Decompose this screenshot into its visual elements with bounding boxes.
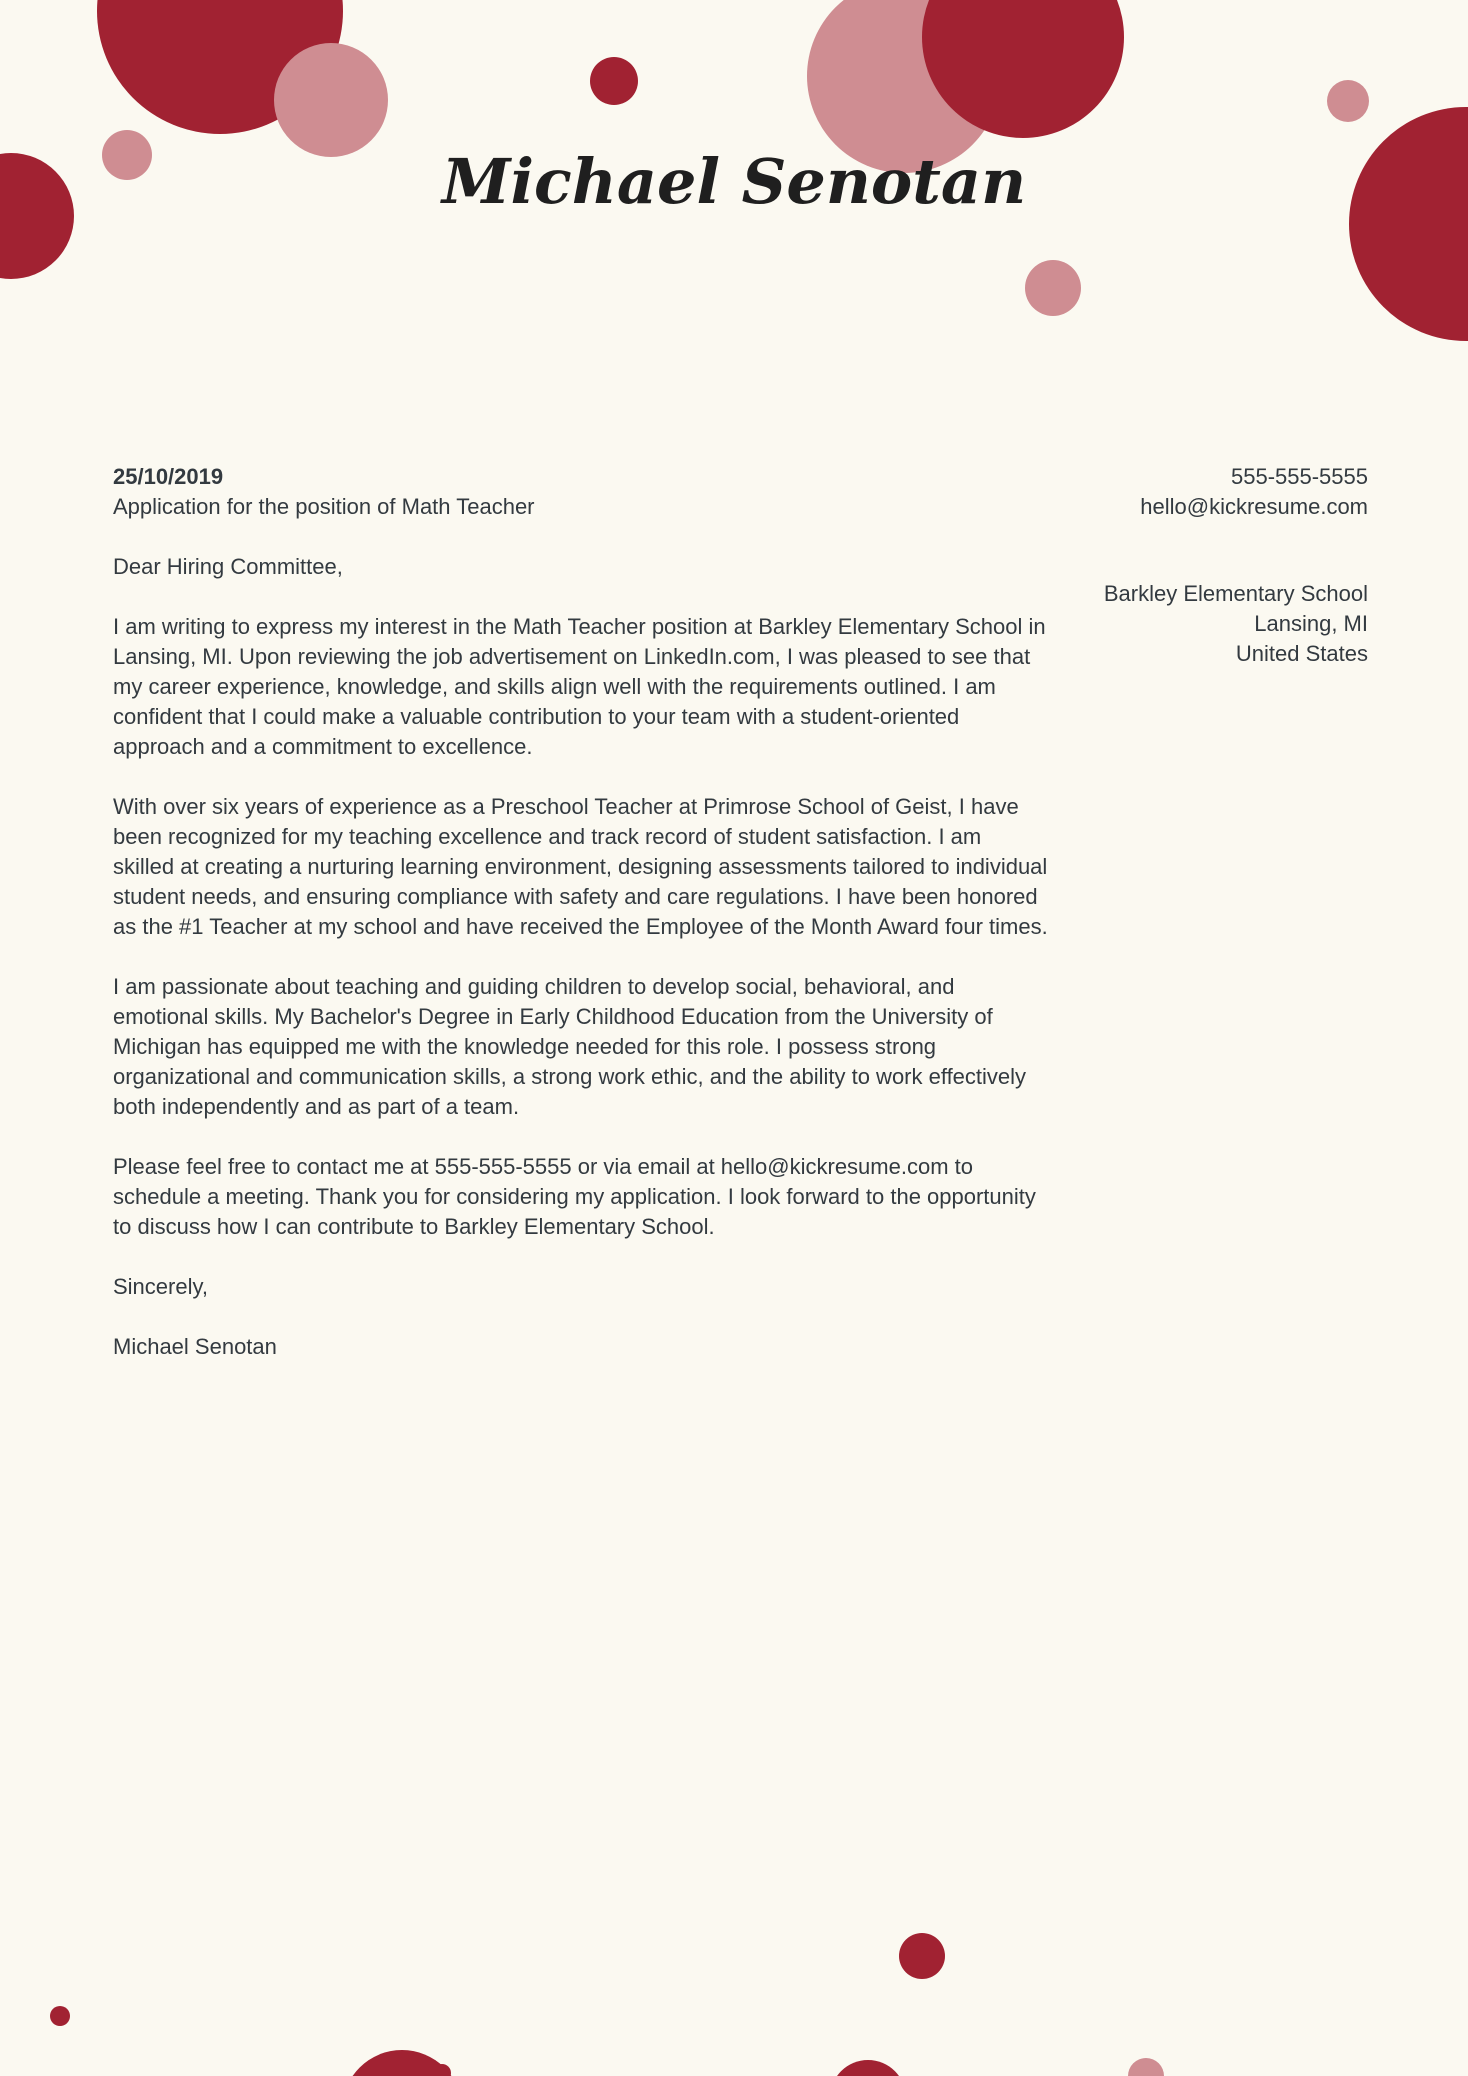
- recipient-city: Lansing, MI: [1254, 611, 1368, 636]
- letter-paragraph: With over six years of experience as a Preschool Teacher at Primrose School of Geist, I have been recognized for my teaching excellence and track record of student satisfaction. I am skilled at creating a nurturing learning environment, designing assessments tailored to individual student needs, and ensuring compliance with safety and care regulations. I have been honored as the #1 Teacher at my school and have received the Employee of the Month Award four times.: [113, 794, 1048, 939]
- letter-paragraph: Please feel free to contact me at 555-555-5555 or via email at hello@kickresume.com to schedule a meeting. Thank you for considering my application. I look forward to the opportunity to discuss how I can contribute to Barkley Elementary School.: [113, 1154, 1036, 1239]
- recipient-country: United States: [1235, 641, 1368, 666]
- decorative-circle: [1025, 260, 1081, 316]
- letter-subject: Application for the position of Math Teacher: [113, 494, 535, 519]
- decorative-circle: [899, 1933, 945, 1979]
- letter-salutation: Dear Hiring Committee,: [113, 554, 343, 579]
- decorative-circle: [342, 2050, 462, 2076]
- candidate-name-title: Michael Senotan: [441, 145, 1027, 218]
- decorative-circle: [590, 57, 638, 105]
- decorative-circle: [50, 2006, 70, 2026]
- contact-email: hello@kickresume.com: [1140, 494, 1368, 519]
- decorative-circle: [1128, 2058, 1164, 2076]
- letter-content: [113, 462, 1368, 1362]
- letter-signature: Michael Senotan: [113, 1334, 277, 1359]
- decorative-circle: [830, 2060, 906, 2076]
- contact-phone: 555-555-5555: [1230, 464, 1368, 489]
- letter-paragraph: I am passionate about teaching and guiding children to develop social, behavioral, and emotional skills. My Bachelor's Degree in Early Childhood Education from the University of Michigan has equipped me with the knowledge needed for this role. I possess strong organizational and communication skills, a strong work ethic, and the ability to work effectively both independently and as part of a team.: [113, 974, 1027, 1119]
- decorative-circle: [1349, 107, 1468, 341]
- decorative-circle: [274, 43, 388, 157]
- letter-body: [113, 462, 1048, 1362]
- recipient-organization: Barkley Elementary School: [1103, 581, 1368, 606]
- letter-date: 25/10/2019: [113, 464, 224, 489]
- letter-paragraph: I am writing to express my interest in the Math Teacher position at Barkley Elementary School in Lansing, MI. Upon reviewing the job advertisement on LinkedIn.com, I was pleased to see that my career experience, knowledge, and skills align well with the requirements outlined. I am confident that I could make a valuable contribution to your team with a student-oriented approach and a commitment to excellence.: [113, 614, 1046, 759]
- recipient-address: [1104, 579, 1368, 669]
- letter-closing: Sincerely,: [113, 1274, 208, 1299]
- decorative-circle: [1327, 80, 1369, 122]
- contact-column: [1104, 462, 1368, 669]
